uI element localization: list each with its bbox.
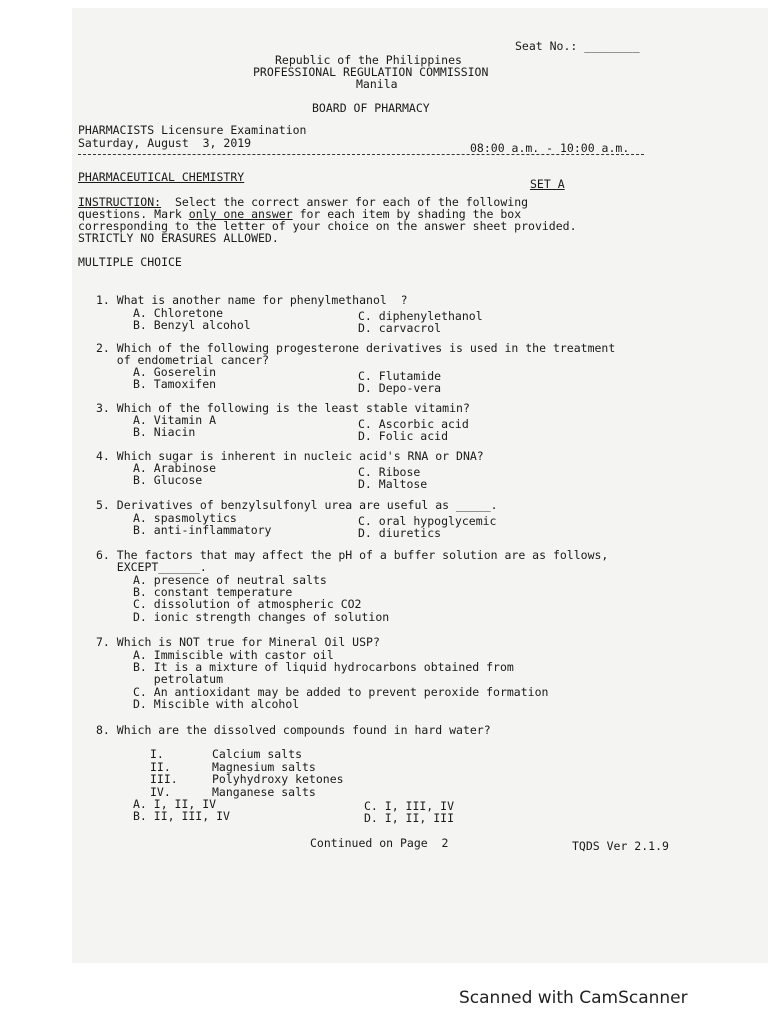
instruction-line-4: STRICTLY NO ERASURES ALLOWED. (78, 231, 279, 245)
exam-title: PHARMACISTS Licensure Examination (78, 123, 307, 137)
option-7c: C. An antioxidant may be added to prevent peroxide formation (133, 685, 549, 699)
question-6-cont: EXCEPT______. (96, 560, 207, 574)
roman-3-numeral: III. (150, 772, 178, 786)
instruction-label: INSTRUCTION: (78, 195, 162, 209)
option-8a: A. I, II, IV (133, 797, 217, 811)
option-4a: A. Arabinose (133, 461, 217, 475)
option-2a: A. Goserelin (133, 365, 217, 379)
section-title: MULTIPLE CHOICE (78, 255, 182, 269)
roman-4-numeral: IV. (150, 785, 171, 799)
question-6: 6. The factors that may affect the pH of a buffer solution are as follows, (96, 548, 609, 562)
dashed-divider (78, 154, 644, 155)
option-7d: D. Miscible with alcohol (133, 697, 300, 711)
option-3d: D. Folic acid (358, 429, 449, 443)
roman-2-text: Magnesium salts (212, 760, 316, 774)
instruction-text-2a: questions. Mark (78, 207, 189, 221)
board-line: BOARD OF PHARMACY (312, 101, 430, 115)
option-1c: C. diphenylethanol (358, 309, 483, 323)
seat-number: Seat No.: ________ (515, 39, 640, 53)
question-7: 7. Which is NOT true for Mineral Oil USP? (96, 635, 380, 649)
option-1a: A. Chloretone (133, 306, 224, 320)
instruction-line-3: corresponding to the letter of your choice on the answer sheet provided. (78, 219, 577, 233)
option-8b: B. II, III, IV (133, 809, 230, 823)
roman-3-text: Polyhydroxy ketones (212, 772, 344, 786)
option-3b: B. Niacin (133, 425, 196, 439)
question-2-cont: of endometrial cancer? (96, 353, 270, 367)
option-1b: B. Benzyl alcohol (133, 318, 251, 332)
option-5d: D. diuretics (358, 526, 442, 540)
option-2b: B. Tamoxifen (133, 377, 217, 391)
instruction-text-2b: for each item by shading the box (292, 207, 522, 221)
roman-4-text: Manganese salts (212, 785, 316, 799)
option-5a: A. spasmolytics (133, 511, 237, 525)
roman-1-text: Calcium salts (212, 747, 303, 761)
option-6c: C. dissolution of atmospheric CO2 (133, 597, 362, 611)
exam-time: 08:00 a.m. - 10:00 a.m. (470, 141, 630, 155)
instruction-text-1: Select the correct answer for each of the following (161, 195, 529, 209)
option-6a: A. presence of neutral salts (133, 573, 327, 587)
option-8c: C. I, III, IV (364, 799, 455, 813)
option-3c: C. Ascorbic acid (358, 417, 469, 431)
scanner-watermark: Scanned with CamScanner (459, 988, 688, 1008)
option-6d: D. ionic strength changes of solution (133, 610, 390, 624)
commission-line: PROFESSIONAL REGULATION COMMISSION (253, 65, 489, 79)
option-4d: D. Maltose (358, 477, 428, 491)
question-4: 4. Which sugar is inherent in nucleic acid's RNA or DNA? (96, 449, 484, 463)
option-4c: C. Ribose (358, 465, 421, 479)
exam-date: Saturday, August 3, 2019 (78, 136, 252, 150)
continued-note: Continued on Page 2 (310, 836, 449, 850)
republic-line: Republic of the Philippines (275, 53, 462, 67)
set-label: SET A (530, 177, 565, 191)
instruction-emphasis: only one answer (188, 207, 293, 221)
option-4b: B. Glucose (133, 473, 203, 487)
roman-2-numeral: II. (150, 760, 171, 774)
version-label: TQDS Ver 2.1.9 (572, 839, 669, 853)
question-2: 2. Which of the following progesterone derivatives is used in the treatment (96, 341, 616, 355)
city-line: Manila (356, 77, 398, 91)
question-3: 3. Which of the following is the least stable vitamin? (96, 401, 470, 415)
option-7b-cont: petrolatum (133, 672, 224, 686)
subject-title: PHARMACEUTICAL CHEMISTRY (78, 170, 245, 184)
question-8: 8. Which are the dissolved compounds found in hard water? (96, 723, 491, 737)
option-3a: A. Vitamin A (133, 413, 217, 427)
option-7a: A. Immiscible with castor oil (133, 648, 334, 662)
option-2c: C. Flutamide (358, 369, 442, 383)
option-7b: B. It is a mixture of liquid hydrocarbons obtained from (133, 660, 514, 674)
option-5c: C. oral hypoglycemic (358, 514, 497, 528)
question-1: 1. What is another name for phenylmethanol ? (96, 293, 408, 307)
option-8d: D. I, II, III (364, 811, 455, 825)
roman-1-numeral: I. (150, 747, 164, 761)
option-6b: B. constant temperature (133, 585, 293, 599)
option-5b: B. anti-inflammatory (133, 523, 272, 537)
option-2d: D. Depo-vera (358, 381, 442, 395)
question-5: 5. Derivatives of benzylsulfonyl urea are useful as _____. (96, 498, 498, 512)
option-1d: D. carvacrol (358, 321, 442, 335)
